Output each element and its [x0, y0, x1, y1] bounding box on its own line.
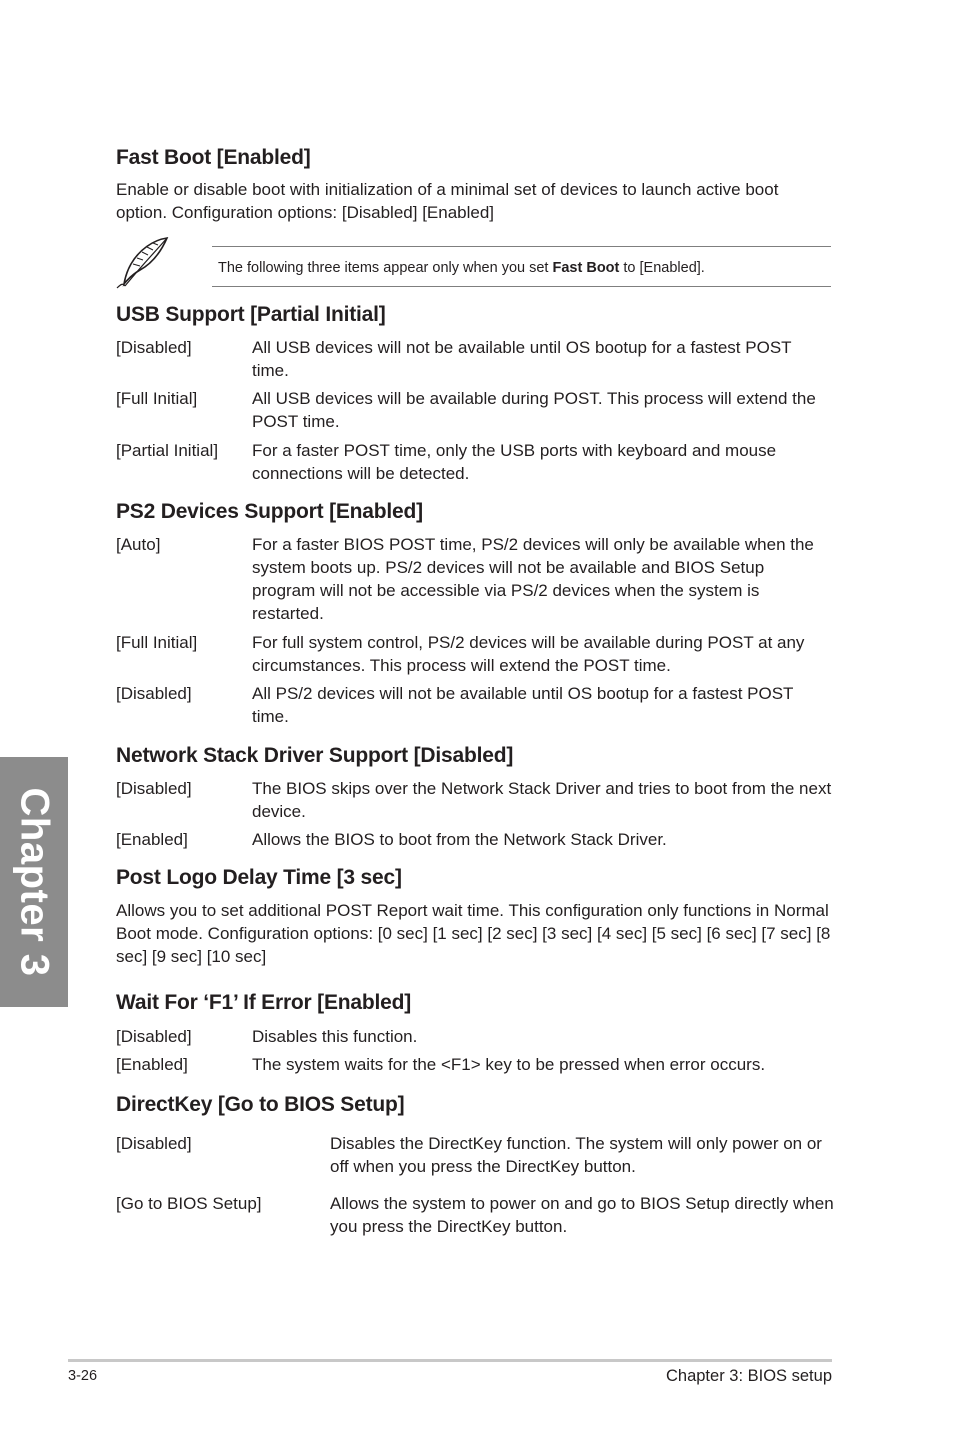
- option-label: [Auto]: [116, 535, 161, 554]
- option-label: [Full Initial]: [116, 389, 198, 408]
- fast-boot-description: Enable or disable boot with initialization of a minimal set of devices to launch active boot option. Configuration options: [Disabled] [Enabled]: [116, 180, 779, 222]
- page-number: 3-26: [68, 1368, 98, 1384]
- section-heading-usb-support: USB Support [Partial Initial]: [116, 303, 386, 326]
- note-text: The following three items appear only when you set Fast Boot to [Enabled].: [218, 260, 705, 276]
- option-label: [Disabled]: [116, 779, 192, 798]
- option-description: Allows the system to power on and go to BIOS Setup directly when you press the DirectKey button.: [330, 1194, 834, 1236]
- option-label: [Disabled]: [116, 338, 192, 357]
- option-description: The system waits for the <F1> key to be pressed when error occurs.: [252, 1055, 766, 1074]
- footer-rule: [68, 1359, 832, 1362]
- option-description: All USB devices will be available during POST. This process will extend the POST time.: [252, 389, 816, 431]
- option-description: For a faster BIOS POST time, PS/2 devices will only be available when the system boots up. PS/2 devices will not be available and BIOS Setup program will not be accessible via PS/2 devices when the system is restarted.: [252, 535, 814, 623]
- note-top-rule: [212, 246, 831, 247]
- section-heading-wait-f1: Wait For ‘F1’ If Error [Enabled]: [116, 991, 412, 1014]
- section-heading-post-logo-delay: Post Logo Delay Time [3 sec]: [116, 866, 402, 889]
- option-description: Disables the DirectKey function. The system will only power on or off when you press the DirectKey button.: [330, 1134, 822, 1176]
- option-label: [Disabled]: [116, 1134, 192, 1153]
- option-description: For a faster POST time, only the USB ports with keyboard and mouse connections will be detected.: [252, 441, 777, 483]
- option-label: [Go to BIOS Setup]: [116, 1194, 262, 1213]
- option-description: The BIOS skips over the Network Stack Driver and tries to boot from the next device.: [252, 779, 832, 821]
- option-label: [Full Initial]: [116, 633, 198, 652]
- option-label: [Enabled]: [116, 1055, 188, 1074]
- feather-pen-icon: [113, 234, 173, 290]
- option-description: All USB devices will not be available until OS bootup for a fastest POST time.: [252, 338, 792, 380]
- chapter-tab-label: Chapter 3: [12, 787, 57, 977]
- option-label: [Enabled]: [116, 830, 188, 849]
- post-logo-description: Allows you to set additional POST Report wait time. This configuration only functions in Normal Boot mode. Configuration options: [0 sec] [1 sec] [2 sec] [3 sec] [4 sec] [5 sec] [6 sec] [7 sec] [8 sec] [9 sec] [10 sec]: [116, 901, 831, 966]
- section-heading-fast-boot: Fast Boot [Enabled]: [116, 146, 311, 169]
- option-description: All PS/2 devices will not be available until OS bootup for a fastest POST time.: [252, 684, 794, 726]
- option-description: Disables this function.: [252, 1027, 418, 1046]
- section-heading-directkey: DirectKey [Go to BIOS Setup]: [116, 1093, 405, 1116]
- section-heading-network-stack: Network Stack Driver Support [Disabled]: [116, 744, 514, 767]
- note-bottom-rule: [212, 286, 831, 287]
- option-label: [Disabled]: [116, 1027, 192, 1046]
- option-description: For full system control, PS/2 devices will be available during POST at any circumstances. This process will extend the POST time.: [252, 633, 805, 675]
- footer-chapter-title: Chapter 3: BIOS setup: [665, 1367, 832, 1385]
- option-description: Allows the BIOS to boot from the Network Stack Driver.: [252, 830, 667, 849]
- option-label: [Partial Initial]: [116, 441, 219, 460]
- section-heading-ps2-support: PS2 Devices Support [Enabled]: [116, 500, 423, 523]
- option-label: [Disabled]: [116, 684, 192, 703]
- chapter-side-tab: [0, 757, 68, 1007]
